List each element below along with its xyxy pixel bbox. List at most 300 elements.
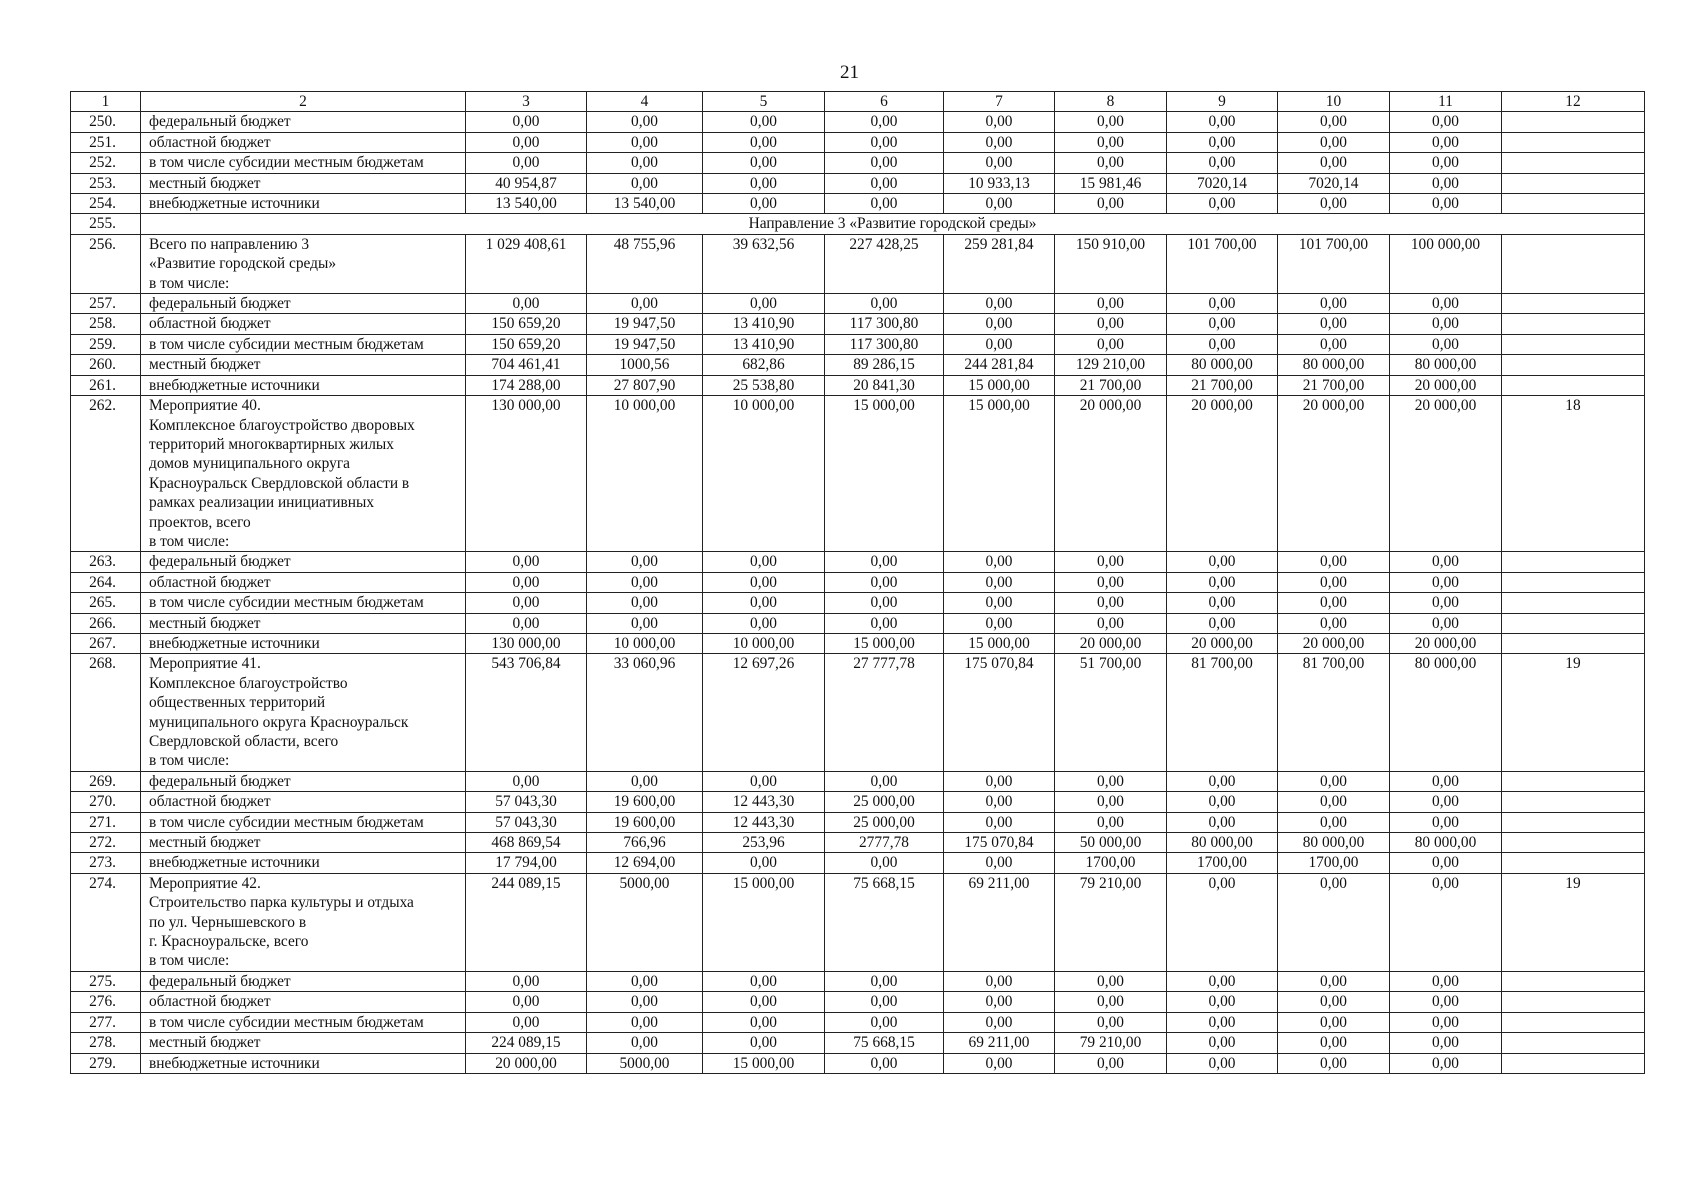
row-number: 253. — [71, 173, 141, 193]
value-cell: 0,00 — [1055, 132, 1167, 152]
value-cell: 0,00 — [825, 853, 944, 873]
row-label-line: Мероприятие 42. — [149, 874, 261, 892]
target-indicator-cell: 19 — [1502, 873, 1645, 971]
row-number: 278. — [71, 1033, 141, 1053]
value-cell: 80 000,00 — [1390, 833, 1502, 853]
value-cell: 0,00 — [1278, 314, 1390, 334]
value-cell: 1700,00 — [1278, 853, 1390, 873]
row-number: 258. — [71, 314, 141, 334]
row-label-line: в том числе субсидии местным бюджетам — [149, 813, 424, 831]
target-indicator-cell — [1502, 173, 1645, 193]
value-cell: 0,00 — [944, 294, 1055, 314]
value-cell: 33 060,96 — [587, 654, 703, 771]
row-number: 265. — [71, 593, 141, 613]
target-indicator-cell — [1502, 853, 1645, 873]
value-cell: 20 000,00 — [1055, 396, 1167, 552]
target-indicator-cell — [1502, 1033, 1645, 1053]
value-cell: 0,00 — [1055, 1012, 1167, 1032]
value-cell: 0,00 — [1390, 593, 1502, 613]
value-cell: 10 000,00 — [703, 396, 825, 552]
table-row — [71, 314, 1645, 334]
row-label-line: внебюджетные источники — [149, 634, 320, 652]
row-label-line: местный бюджет — [149, 1034, 261, 1052]
row-label-line: внебюджетные источники — [149, 854, 320, 872]
value-cell: 27 777,78 — [825, 654, 944, 771]
value-cell: 50 000,00 — [1055, 833, 1167, 853]
value-cell: 0,00 — [1167, 812, 1278, 832]
value-cell: 0,00 — [703, 294, 825, 314]
row-label-line: г. Красноуральске, всего — [149, 933, 309, 951]
target-indicator-cell — [1502, 833, 1645, 853]
target-indicator-cell — [1502, 613, 1645, 633]
value-cell: 0,00 — [944, 812, 1055, 832]
table-row — [71, 214, 1645, 234]
value-cell: 80 000,00 — [1390, 355, 1502, 375]
row-label-line: местный бюджет — [149, 614, 261, 632]
value-cell: 57 043,30 — [466, 812, 587, 832]
target-indicator-cell — [1502, 314, 1645, 334]
value-cell: 0,00 — [1167, 334, 1278, 354]
value-cell: 0,00 — [1167, 1012, 1278, 1032]
row-label — [141, 355, 466, 375]
value-cell: 0,00 — [944, 771, 1055, 791]
target-indicator-cell: 19 — [1502, 654, 1645, 771]
value-cell: 0,00 — [1390, 1053, 1502, 1073]
row-label-line: областной бюджет — [149, 993, 271, 1011]
row-label-line: Всего по направлению 3 — [149, 235, 310, 253]
value-cell: 244 089,15 — [466, 873, 587, 971]
row-number: 276. — [71, 992, 141, 1012]
row-number: 251. — [71, 132, 141, 152]
row-label-line: по ул. Чернышевского в — [149, 913, 307, 931]
value-cell: 224 089,15 — [466, 1033, 587, 1053]
row-label — [141, 654, 466, 771]
value-cell: 20 000,00 — [1390, 396, 1502, 552]
value-cell: 0,00 — [1390, 992, 1502, 1012]
value-cell: 13 540,00 — [466, 194, 587, 214]
value-cell: 0,00 — [703, 112, 825, 132]
value-cell: 0,00 — [1390, 792, 1502, 812]
value-cell: 0,00 — [1167, 792, 1278, 812]
value-cell: 10 000,00 — [587, 633, 703, 653]
value-cell: 174 288,00 — [466, 375, 587, 395]
row-label-line: Мероприятие 41. — [149, 655, 261, 673]
value-cell: 150 659,20 — [466, 314, 587, 334]
value-cell: 704 461,41 — [466, 355, 587, 375]
table-row — [71, 873, 1645, 971]
value-cell: 0,00 — [703, 572, 825, 592]
row-number: 262. — [71, 396, 141, 552]
value-cell: 0,00 — [1055, 1053, 1167, 1073]
value-cell: 0,00 — [466, 572, 587, 592]
table-row — [71, 654, 1645, 771]
value-cell: 0,00 — [1278, 334, 1390, 354]
row-label-line: областной бюджет — [149, 573, 271, 591]
value-cell: 13 410,90 — [703, 334, 825, 354]
value-cell: 25 538,80 — [703, 375, 825, 395]
column-header: 10 — [1278, 92, 1390, 112]
value-cell: 130 000,00 — [466, 633, 587, 653]
value-cell: 0,00 — [1055, 771, 1167, 791]
row-number: 260. — [71, 355, 141, 375]
column-header: 11 — [1390, 92, 1502, 112]
target-indicator-cell — [1502, 812, 1645, 832]
value-cell: 15 000,00 — [703, 873, 825, 971]
row-label — [141, 572, 466, 592]
value-cell: 15 000,00 — [825, 633, 944, 653]
row-label-line: Комплексное благоустройство дворовых — [149, 416, 415, 434]
table-row — [71, 375, 1645, 395]
value-cell: 0,00 — [1167, 771, 1278, 791]
value-cell: 13 410,90 — [703, 314, 825, 334]
target-indicator-cell — [1502, 112, 1645, 132]
value-cell: 1700,00 — [1167, 853, 1278, 873]
value-cell: 0,00 — [1055, 812, 1167, 832]
value-cell: 0,00 — [1390, 112, 1502, 132]
value-cell: 0,00 — [825, 971, 944, 991]
target-indicator-cell — [1502, 593, 1645, 613]
value-cell: 20 000,00 — [1278, 396, 1390, 552]
value-cell: 0,00 — [466, 552, 587, 572]
value-cell: 0,00 — [1167, 153, 1278, 173]
value-cell: 1000,56 — [587, 355, 703, 375]
row-label-line: домов муниципального округа — [149, 455, 350, 473]
value-cell: 543 706,84 — [466, 654, 587, 771]
row-number: 268. — [71, 654, 141, 771]
value-cell: 117 300,80 — [825, 314, 944, 334]
value-cell: 0,00 — [1390, 853, 1502, 873]
value-cell: 0,00 — [944, 613, 1055, 633]
value-cell: 0,00 — [1167, 314, 1278, 334]
row-number: 279. — [71, 1053, 141, 1073]
row-label — [141, 334, 466, 354]
row-number: 250. — [71, 112, 141, 132]
row-label-line: Красноуральск Свердловской области в — [149, 474, 410, 492]
value-cell: 20 841,30 — [825, 375, 944, 395]
row-label-line: Свердловской области, всего — [149, 733, 339, 750]
value-cell: 0,00 — [703, 173, 825, 193]
value-cell: 0,00 — [944, 572, 1055, 592]
value-cell: 21 700,00 — [1278, 375, 1390, 395]
value-cell: 0,00 — [944, 593, 1055, 613]
row-label — [141, 833, 466, 853]
table-row — [71, 552, 1645, 572]
value-cell: 227 428,25 — [825, 234, 944, 293]
value-cell: 100 000,00 — [1390, 234, 1502, 293]
value-cell: 80 000,00 — [1167, 355, 1278, 375]
target-indicator-cell — [1502, 633, 1645, 653]
column-header: 6 — [825, 92, 944, 112]
row-label-line: в том числе субсидии местным бюджетам — [149, 594, 424, 612]
row-label — [141, 992, 466, 1012]
row-number: 272. — [71, 833, 141, 853]
value-cell: 80 000,00 — [1167, 833, 1278, 853]
table-row — [71, 593, 1645, 613]
row-number: 264. — [71, 572, 141, 592]
value-cell: 0,00 — [825, 992, 944, 1012]
value-cell: 0,00 — [944, 194, 1055, 214]
value-cell: 80 000,00 — [1278, 833, 1390, 853]
value-cell: 20 000,00 — [466, 1053, 587, 1073]
table-row — [71, 771, 1645, 791]
row-number: 255. — [71, 214, 141, 234]
row-label — [141, 853, 466, 873]
row-label — [141, 173, 466, 193]
value-cell: 0,00 — [1390, 552, 1502, 572]
page-number: 21 — [840, 62, 859, 83]
value-cell: 0,00 — [1055, 334, 1167, 354]
value-cell: 0,00 — [1055, 572, 1167, 592]
row-label-line: в том числе субсидии местным бюджетам — [149, 335, 424, 353]
value-cell: 15 000,00 — [825, 396, 944, 552]
target-indicator-cell — [1502, 1053, 1645, 1073]
value-cell: 0,00 — [466, 613, 587, 633]
row-label-line: в том числе: — [149, 274, 230, 292]
value-cell: 0,00 — [1278, 792, 1390, 812]
section-heading: Направление 3 «Развитие городской среды» — [141, 214, 1645, 234]
table-row — [71, 792, 1645, 812]
row-label-line: в том числе: — [149, 752, 230, 770]
value-cell: 0,00 — [1390, 173, 1502, 193]
row-label — [141, 194, 466, 214]
row-label-line: федеральный бюджет — [149, 972, 291, 990]
table-row — [71, 334, 1645, 354]
value-cell: 0,00 — [1390, 194, 1502, 214]
value-cell: 15 981,46 — [1055, 173, 1167, 193]
target-indicator-cell — [1502, 153, 1645, 173]
value-cell: 0,00 — [703, 613, 825, 633]
value-cell: 15 000,00 — [944, 375, 1055, 395]
value-cell: 0,00 — [1390, 334, 1502, 354]
value-cell: 0,00 — [1167, 572, 1278, 592]
value-cell: 0,00 — [825, 552, 944, 572]
row-label — [141, 234, 466, 293]
row-number: 257. — [71, 294, 141, 314]
value-cell: 51 700,00 — [1055, 654, 1167, 771]
value-cell: 81 700,00 — [1278, 654, 1390, 771]
value-cell: 20 000,00 — [1390, 375, 1502, 395]
table-row — [71, 833, 1645, 853]
row-label-line: федеральный бюджет — [149, 113, 291, 131]
value-cell: 0,00 — [1278, 1033, 1390, 1053]
value-cell: 0,00 — [703, 971, 825, 991]
value-cell: 0,00 — [1167, 992, 1278, 1012]
row-label — [141, 552, 466, 572]
value-cell: 19 947,50 — [587, 314, 703, 334]
value-cell: 12 697,26 — [703, 654, 825, 771]
row-label-line: внебюджетные источники — [149, 195, 320, 213]
value-cell: 0,00 — [466, 112, 587, 132]
row-label — [141, 1053, 466, 1073]
value-cell: 117 300,80 — [825, 334, 944, 354]
value-cell: 10 000,00 — [703, 633, 825, 653]
value-cell: 468 869,54 — [466, 833, 587, 853]
target-indicator-cell — [1502, 375, 1645, 395]
value-cell: 0,00 — [825, 613, 944, 633]
row-number: 263. — [71, 552, 141, 572]
row-label — [141, 1033, 466, 1053]
row-label-line: территорий многоквартирных жилых — [149, 435, 394, 453]
column-header: 1 — [71, 92, 141, 112]
value-cell: 0,00 — [944, 792, 1055, 812]
table-row — [71, 633, 1645, 653]
value-cell: 0,00 — [1390, 613, 1502, 633]
target-indicator-cell: 18 — [1502, 396, 1645, 552]
row-label — [141, 396, 466, 552]
row-number: 275. — [71, 971, 141, 991]
value-cell: 5000,00 — [587, 873, 703, 971]
value-cell: 0,00 — [1390, 132, 1502, 152]
value-cell: 0,00 — [466, 153, 587, 173]
target-indicator-cell — [1502, 194, 1645, 214]
target-indicator-cell — [1502, 552, 1645, 572]
row-number: 270. — [71, 792, 141, 812]
value-cell: 79 210,00 — [1055, 873, 1167, 971]
value-cell: 0,00 — [703, 853, 825, 873]
row-label-line: областной бюджет — [149, 793, 271, 811]
value-cell: 0,00 — [944, 334, 1055, 354]
row-label — [141, 771, 466, 791]
value-cell: 150 910,00 — [1055, 234, 1167, 293]
value-cell: 101 700,00 — [1167, 234, 1278, 293]
value-cell: 253,96 — [703, 833, 825, 853]
value-cell: 0,00 — [1055, 971, 1167, 991]
table-row — [71, 396, 1645, 552]
value-cell: 80 000,00 — [1390, 654, 1502, 771]
value-cell: 75 668,15 — [825, 1033, 944, 1053]
value-cell: 0,00 — [1390, 1033, 1502, 1053]
table-row — [71, 355, 1645, 375]
row-number: 277. — [71, 1012, 141, 1032]
row-label-line: в том числе: — [149, 952, 230, 970]
value-cell: 89 286,15 — [825, 355, 944, 375]
value-cell: 13 540,00 — [587, 194, 703, 214]
value-cell: 0,00 — [825, 1053, 944, 1073]
value-cell: 0,00 — [1055, 613, 1167, 633]
target-indicator-cell — [1502, 992, 1645, 1012]
value-cell: 1 029 408,61 — [466, 234, 587, 293]
value-cell: 10 000,00 — [587, 396, 703, 552]
row-label — [141, 132, 466, 152]
row-label-line: в том числе субсидии местным бюджетам — [149, 154, 424, 172]
value-cell: 0,00 — [1167, 1033, 1278, 1053]
value-cell: 0,00 — [1278, 771, 1390, 791]
value-cell: 0,00 — [587, 552, 703, 572]
row-label-line: в том числе субсидии местным бюджетам — [149, 1013, 424, 1031]
value-cell: 17 794,00 — [466, 853, 587, 873]
table-row — [71, 613, 1645, 633]
value-cell: 0,00 — [1167, 294, 1278, 314]
table-row — [71, 1033, 1645, 1053]
value-cell: 0,00 — [1390, 873, 1502, 971]
table-row — [71, 971, 1645, 991]
value-cell: 0,00 — [587, 593, 703, 613]
value-cell: 0,00 — [1390, 294, 1502, 314]
value-cell: 81 700,00 — [1167, 654, 1278, 771]
row-number: 271. — [71, 812, 141, 832]
value-cell: 0,00 — [1390, 153, 1502, 173]
value-cell: 12 443,30 — [703, 792, 825, 812]
row-number: 267. — [71, 633, 141, 653]
table-row — [71, 1012, 1645, 1032]
row-label — [141, 593, 466, 613]
value-cell: 0,00 — [703, 153, 825, 173]
value-cell: 0,00 — [1278, 971, 1390, 991]
value-cell: 2777,78 — [825, 833, 944, 853]
row-number: 259. — [71, 334, 141, 354]
value-cell: 0,00 — [1278, 153, 1390, 173]
value-cell: 175 070,84 — [944, 833, 1055, 853]
value-cell: 5000,00 — [587, 1053, 703, 1073]
row-label-line: местный бюджет — [149, 834, 261, 852]
value-cell: 0,00 — [825, 173, 944, 193]
value-cell: 12 694,00 — [587, 853, 703, 873]
row-number: 254. — [71, 194, 141, 214]
value-cell: 0,00 — [466, 771, 587, 791]
column-header: 5 — [703, 92, 825, 112]
value-cell: 21 700,00 — [1167, 375, 1278, 395]
row-label-line: муниципального округа Красноуральск — [149, 713, 409, 731]
table-row — [71, 294, 1645, 314]
value-cell: 0,00 — [703, 771, 825, 791]
row-label — [141, 792, 466, 812]
value-cell: 0,00 — [1278, 613, 1390, 633]
value-cell: 21 700,00 — [1055, 375, 1167, 395]
value-cell: 130 000,00 — [466, 396, 587, 552]
value-cell: 0,00 — [825, 294, 944, 314]
target-indicator-cell — [1502, 971, 1645, 991]
value-cell: 1700,00 — [1055, 853, 1167, 873]
value-cell: 27 807,90 — [587, 375, 703, 395]
value-cell: 0,00 — [1055, 314, 1167, 334]
value-cell: 0,00 — [825, 771, 944, 791]
target-indicator-cell — [1502, 572, 1645, 592]
value-cell: 0,00 — [466, 1012, 587, 1032]
column-header: 12 — [1502, 92, 1645, 112]
value-cell: 0,00 — [944, 552, 1055, 572]
column-header: 3 — [466, 92, 587, 112]
value-cell: 129 210,00 — [1055, 355, 1167, 375]
value-cell: 0,00 — [703, 593, 825, 613]
value-cell: 20 000,00 — [1390, 633, 1502, 653]
row-label-line: внебюджетные источники — [149, 1054, 320, 1072]
value-cell: 0,00 — [587, 132, 703, 152]
value-cell: 0,00 — [703, 1033, 825, 1053]
value-cell: 0,00 — [944, 971, 1055, 991]
value-cell: 19 947,50 — [587, 334, 703, 354]
value-cell: 0,00 — [466, 593, 587, 613]
row-label — [141, 314, 466, 334]
value-cell: 682,86 — [703, 355, 825, 375]
value-cell: 0,00 — [1278, 132, 1390, 152]
value-cell: 0,00 — [1278, 1012, 1390, 1032]
value-cell: 0,00 — [944, 314, 1055, 334]
value-cell: 0,00 — [587, 613, 703, 633]
value-cell: 0,00 — [944, 853, 1055, 873]
value-cell: 7020,14 — [1278, 173, 1390, 193]
table-row — [71, 572, 1645, 592]
value-cell: 0,00 — [1278, 812, 1390, 832]
row-label — [141, 633, 466, 653]
row-number: 252. — [71, 153, 141, 173]
row-label-line: местный бюджет — [149, 174, 261, 192]
table-row — [71, 992, 1645, 1012]
value-cell: 79 210,00 — [1055, 1033, 1167, 1053]
value-cell: 0,00 — [944, 132, 1055, 152]
value-cell: 0,00 — [1278, 294, 1390, 314]
row-label-line: федеральный бюджет — [149, 772, 291, 790]
table-row — [71, 853, 1645, 873]
